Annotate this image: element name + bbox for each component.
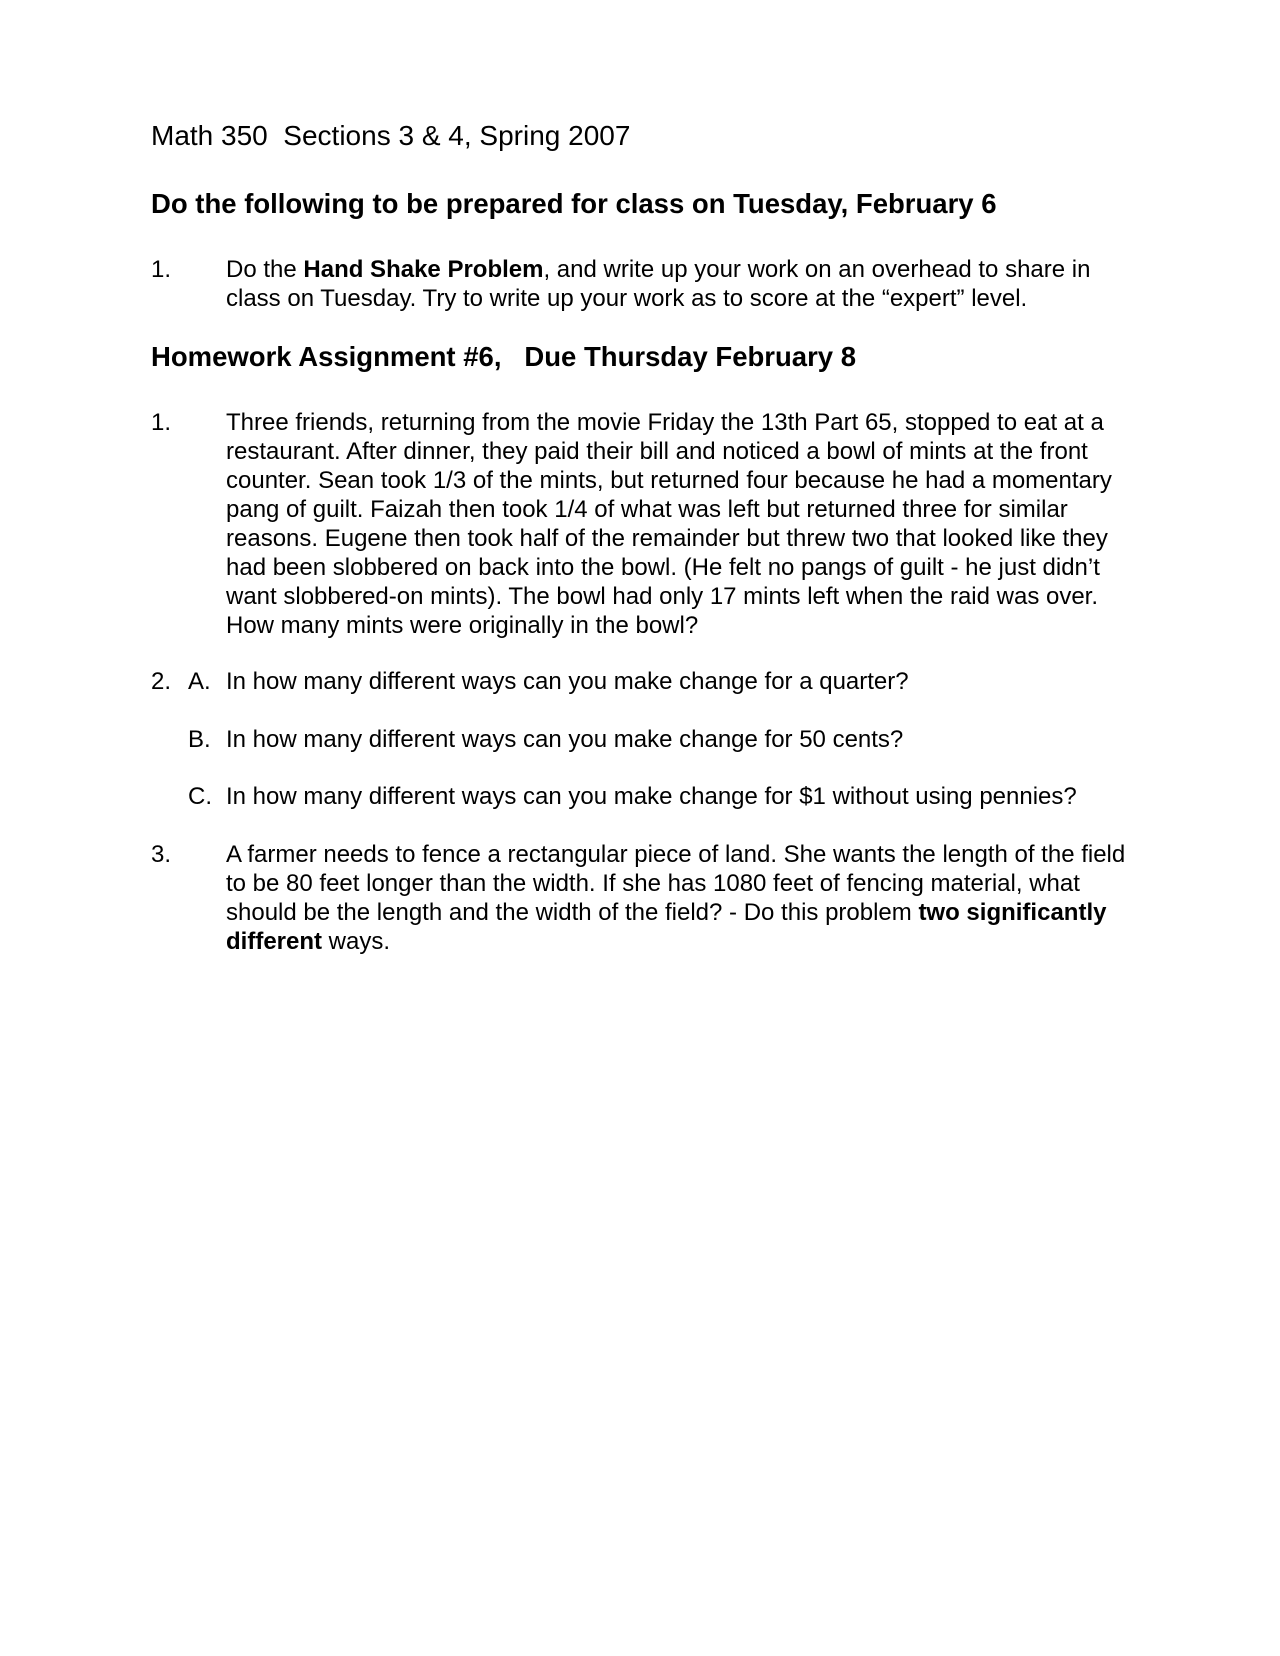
item-text: Three friends, returning from the movie Friday the 13th Part 65, stopped to eat at a restaurant. After dinner, they paid their bill and noticed a bowl of mints at the front counter. Sean took 1/3 of the mints, but returned four because he had a momentary pang of guilt. Faizah then took 1/4 of what was left but returned three for similar reasons. Eugene then took half of the remainder but threw two that looked like they had been slobbered on back into the bowl. (He felt no pangs of guilt - he just didn’t want slobbered-on mints). The bowl had only 17 mints left when the raid was over. How many mints were originally in the bowl? xyxy=(226,409,1112,639)
item-text xyxy=(226,782,1131,811)
prep-item-1 xyxy=(151,255,1131,313)
text-segment: , and write up your work on an overhead to share in class on Tuesday. Try to write up your work as to score at the “expert” level. xyxy=(226,256,1091,312)
item-number: 2. xyxy=(151,668,172,695)
item-text xyxy=(226,667,1131,696)
bold-problem-name: Hand Shake Problem xyxy=(303,256,544,283)
homework-item-1 xyxy=(151,408,1131,640)
text-segment: Do the xyxy=(226,256,304,283)
subitem-text: In how many different ways can you make change for 50 cents? xyxy=(226,726,904,753)
text-segment: A farmer needs to fence a rectangular piece of land. She wants the length of the field to be 80 feet longer than the width. If she has 1080 feet of fencing material, what should be the length and the width of the field? - Do this problem xyxy=(226,841,1126,926)
subitem-text: In how many different ways can you make change for $1 without using pennies? xyxy=(226,783,1077,810)
item-number: 1. xyxy=(151,256,172,283)
course-title: Math 350 Sections 3 & 4, Spring 2007 xyxy=(151,120,631,151)
homework-heading: Homework Assignment #6, Due Thursday February 8 xyxy=(151,341,857,372)
homework-item-2c xyxy=(151,782,1131,811)
subitem-letter: C. xyxy=(188,783,212,810)
homework-item-3 xyxy=(151,840,1131,956)
homework-item-2b xyxy=(151,725,1131,754)
prep-heading: Do the following to be prepared for class on Tuesday, February 6 xyxy=(151,188,997,219)
item-text xyxy=(226,840,1131,956)
item-text xyxy=(226,725,1131,754)
homework-item-2a xyxy=(151,667,1131,696)
subitem-letter: A. xyxy=(188,668,211,695)
item-text xyxy=(226,255,1131,313)
item-number: 3. xyxy=(151,841,172,868)
item-number: 1. xyxy=(151,409,172,436)
subitem-letter: B. xyxy=(188,726,211,753)
subitem-text: In how many different ways can you make change for a quarter? xyxy=(226,668,909,695)
bold-emphasis: two significantly different xyxy=(226,899,1107,955)
text-segment: ways. xyxy=(322,928,391,955)
